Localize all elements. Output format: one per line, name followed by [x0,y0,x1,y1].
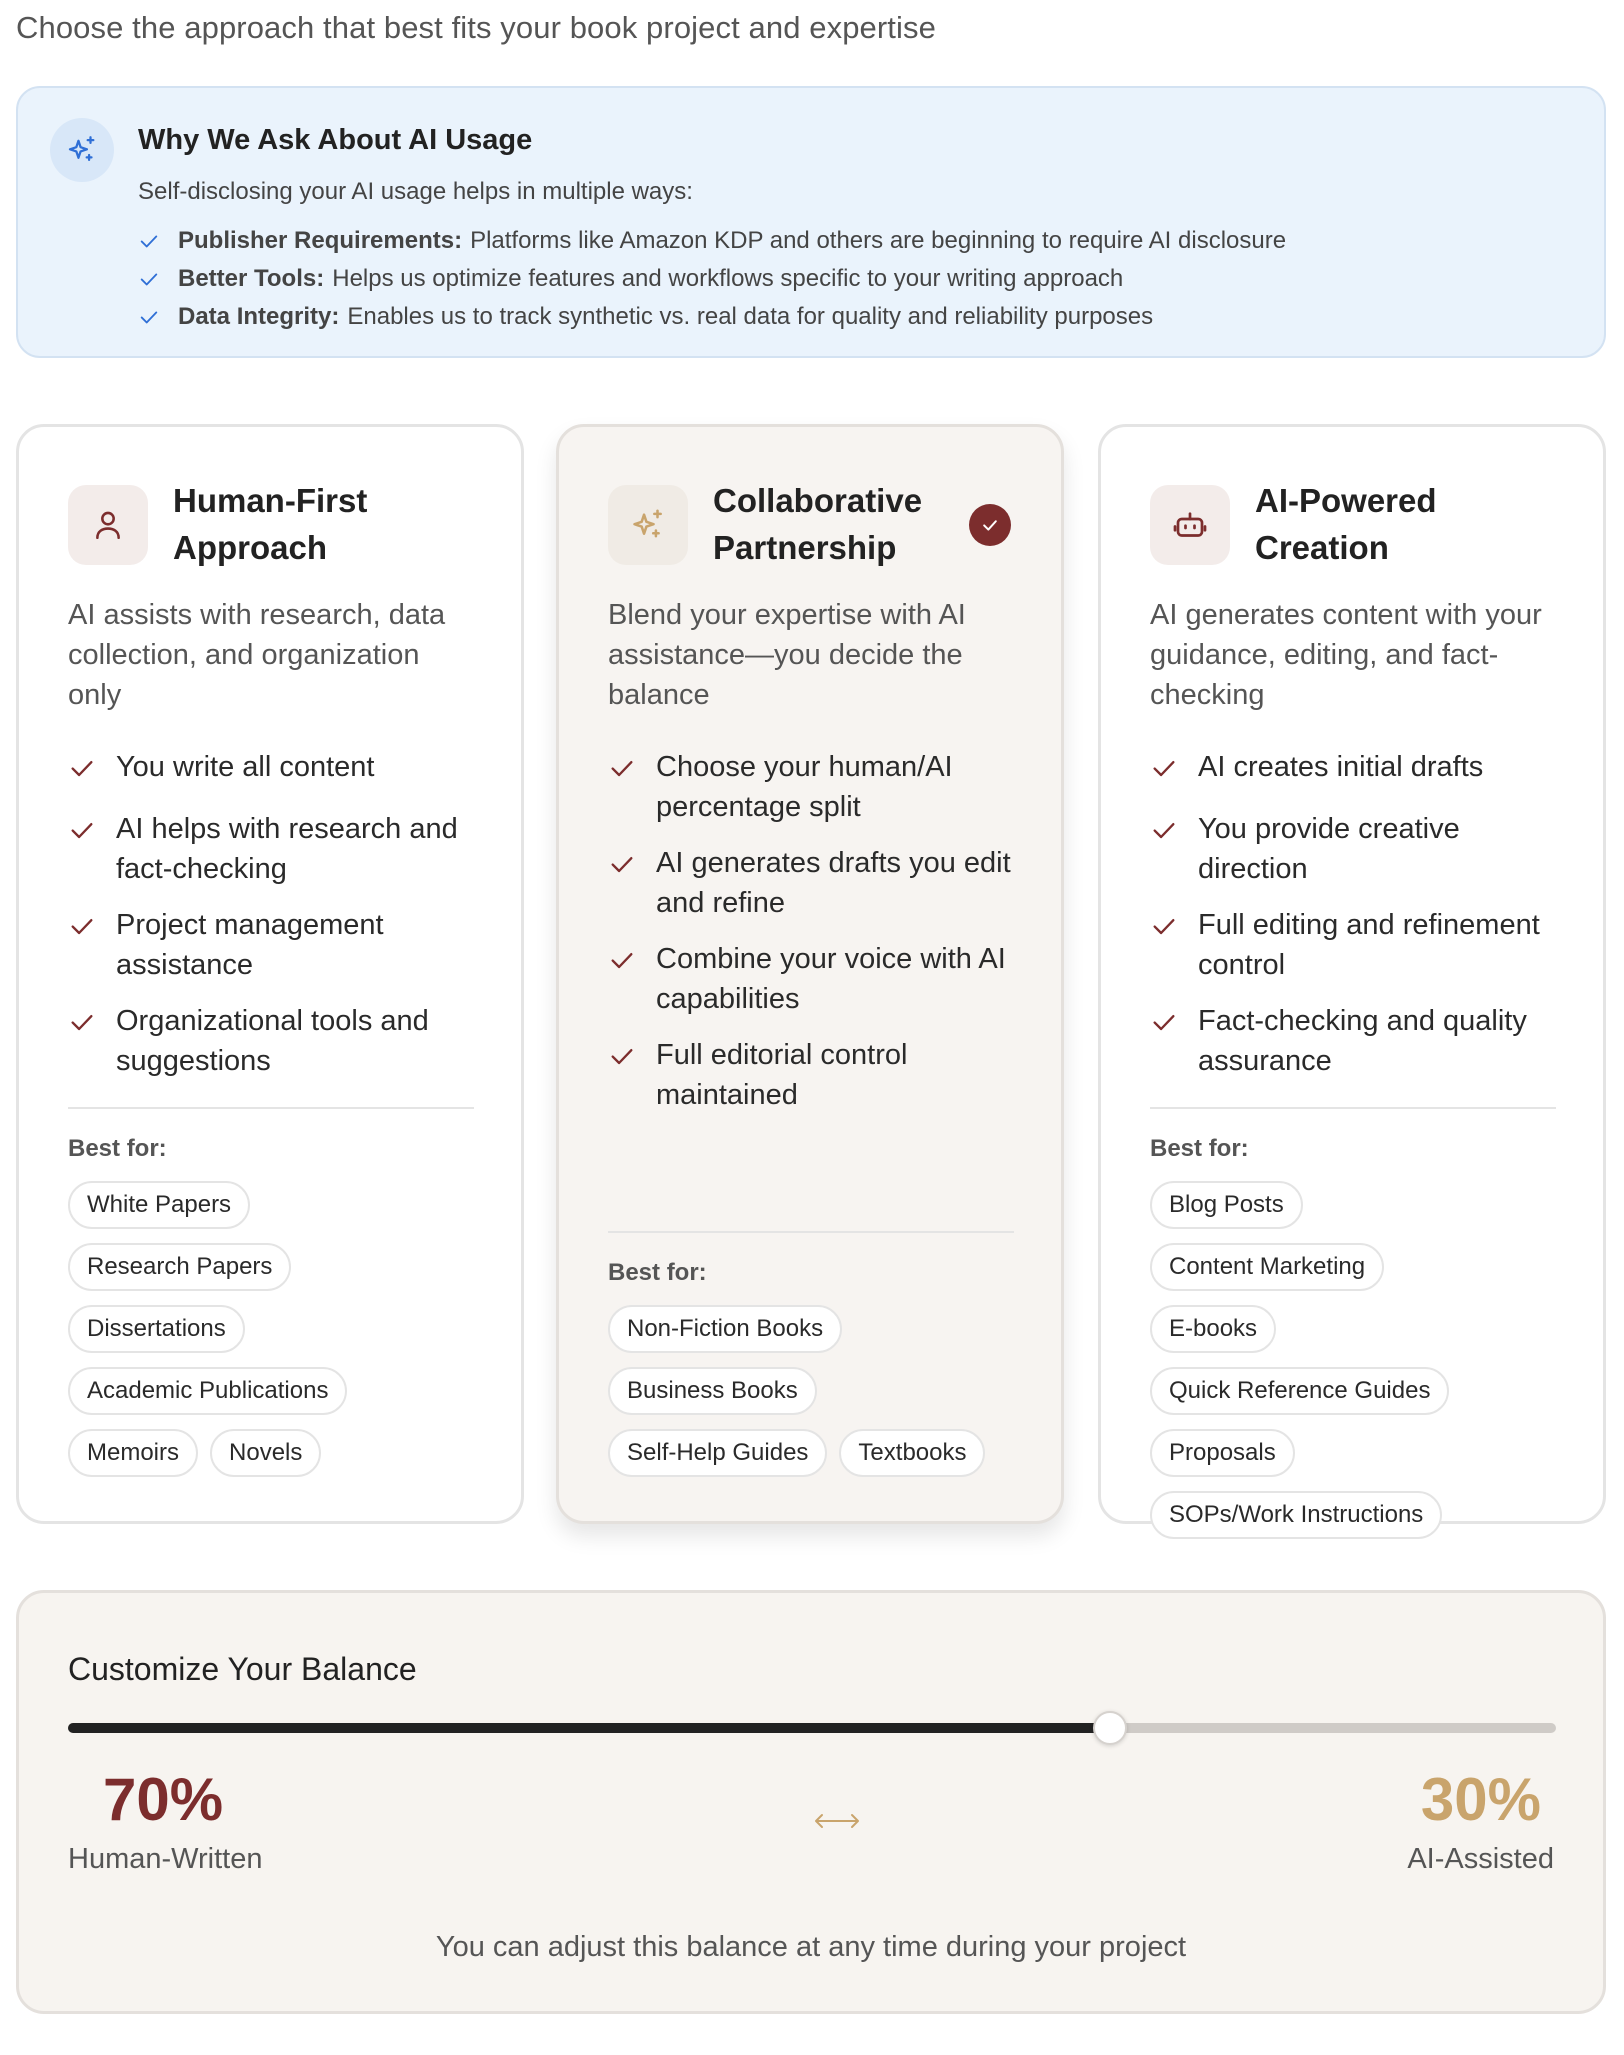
human-percentage: 70% [103,1766,224,1833]
tag: Blog Posts [1150,1181,1303,1229]
feature-text: Combine your voice with AI capabilities [656,943,1006,1015]
feature-item [1150,747,1570,793]
feature-item [608,843,1028,923]
check-icon [1150,747,1198,793]
card-title: Collaborative Partnership [713,482,923,566]
info-reasons-list [138,222,1286,336]
feature-text: You write all content [116,751,375,783]
feature-text: You provide creative direction [1198,813,1460,885]
feature-item [1150,1001,1570,1081]
page-subtitle: Choose the approach that best fits your book project and expertise [16,10,936,45]
check-icon [68,747,116,793]
tag: SOPs/Work Instructions [1150,1491,1442,1539]
info-reason-item [138,298,1286,336]
check-icon [1150,1001,1198,1081]
tag: Content Marketing [1150,1243,1384,1291]
feature-text: Organizational tools and suggestions [116,1005,429,1077]
info-reason-item [138,222,1286,260]
info-reason-text: Helps us optimize features and workflows specific to your writing approach [332,265,1124,292]
info-reason-label: Publisher Requirements: [178,227,463,254]
tag: Textbooks [839,1429,985,1477]
balance-title: Customize Your Balance [68,1651,417,1687]
feature-item [68,905,488,985]
card-description: Blend your expertise with AI assistance—you decide the balance [608,599,966,711]
tag: Quick Reference Guides [1150,1367,1449,1415]
human-label: Human-Written [68,1843,263,1875]
tag: Memoirs [68,1429,198,1477]
info-reason-item [138,260,1286,298]
tag: Novels [210,1429,321,1477]
check-icon [608,1035,656,1115]
feature-text: Choose your human/AI percentage split [656,751,953,823]
tag: Business Books [608,1367,817,1415]
tag: White Papers [68,1181,250,1229]
approach-card-human-first[interactable] [16,424,524,1524]
card-divider [1150,1107,1556,1109]
card-title: Human-First Approach [173,482,368,566]
feature-text: AI creates initial drafts [1198,751,1484,783]
card-divider [68,1107,474,1109]
approach-card-collaborative[interactable] [556,424,1064,1524]
info-reason-label: Better Tools: [178,265,325,292]
card-description: AI assists with research, data collection, and organization only [68,599,446,711]
info-reason-text: Platforms like Amazon KDP and others are beginning to require AI disclosure [470,227,1287,254]
sparkles-icon [608,485,688,565]
card-divider [608,1231,1014,1233]
info-lead-text: Self-disclosing your AI usage helps in multiple ways: [138,178,693,205]
feature-item [68,809,488,889]
best-for-label: Best for: [608,1259,707,1286]
info-title: Why We Ask About AI Usage [138,124,533,156]
feature-item [68,747,488,793]
feature-item [1150,809,1570,889]
check-icon [1150,809,1198,889]
check-icon [608,939,656,1019]
robot-icon [1150,485,1230,565]
feature-text: AI generates drafts you edit and refine [656,847,1011,919]
balance-slider-thumb[interactable] [1093,1711,1127,1745]
card-feature-list [68,747,488,1097]
best-for-label: Best for: [68,1135,167,1162]
ai-percentage: 30% [1420,1766,1541,1833]
feature-item [68,1001,488,1081]
check-icon [138,306,166,328]
check-icon [1150,905,1198,985]
check-icon [608,747,656,827]
sparkles-icon [50,118,114,182]
card-description: AI generates content with your guidance, editing, and fact-checking [1150,599,1542,711]
check-icon [68,905,116,985]
tag: Research Papers [68,1243,291,1291]
card-feature-list [1150,747,1570,1097]
check-icon [138,268,166,290]
info-reason-text: Enables us to track synthetic vs. real data for quality and reliability purposes [347,303,1154,330]
feature-text: AI helps with research and fact-checking [116,813,458,885]
tag: Academic Publications [68,1367,347,1415]
feature-text: Project management assistance [116,909,384,981]
ai-label: AI-Assisted [1407,1843,1554,1875]
check-icon [68,1001,116,1081]
best-for-label: Best for: [1150,1135,1249,1162]
tag: Non-Fiction Books [608,1305,842,1353]
approach-card-ai-powered[interactable] [1098,424,1606,1528]
balance-note: You can adjust this balance at any time during your project [435,1931,1187,1963]
best-for-tags [1150,1181,1570,1539]
feature-item [608,939,1028,1019]
info-reason-label: Data Integrity: [178,303,340,330]
feature-item [1150,905,1570,985]
balance-slider-track[interactable] [68,1723,1556,1733]
check-icon [608,843,656,923]
ai-usage-info-box [16,86,1606,358]
best-for-tags [608,1305,1028,1477]
balance-slider-fill [68,1723,1110,1733]
tag: E-books [1150,1305,1276,1353]
feature-text: Full editing and refinement control [1198,909,1540,981]
best-for-tags [68,1181,488,1477]
check-icon [138,230,166,252]
left-right-arrow-icon [813,1811,861,1836]
tag: Self-Help Guides [608,1429,827,1477]
balance-panel [16,1590,1606,2014]
user-icon [68,485,148,565]
feature-item [608,1035,1028,1115]
feature-text: Fact-checking and quality assurance [1198,1005,1527,1077]
tag: Proposals [1150,1429,1295,1477]
card-title: AI-Powered Creation [1255,482,1437,566]
card-feature-list [608,747,1028,1131]
check-icon [68,809,116,889]
tag: Dissertations [68,1305,245,1353]
selected-check-icon [969,504,1011,546]
feature-text: Full editorial control maintained [656,1039,908,1111]
feature-item [608,747,1028,827]
